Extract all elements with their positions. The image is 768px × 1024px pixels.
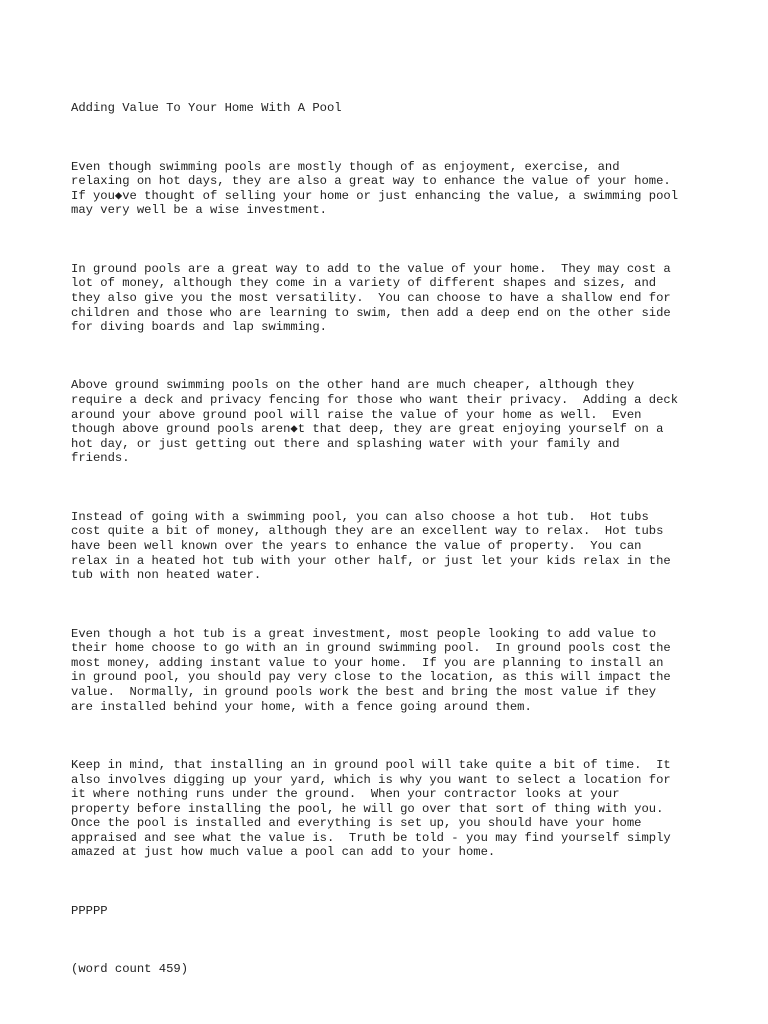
document-title: Adding Value To Your Home With A Pool	[71, 101, 342, 116]
word-count: (word count 459)	[71, 962, 189, 977]
paragraph-1: Even though swimming pools are mostly though of as enjoyment, exercise, and relaxing on hot days, they are also a great way to enhance the value of your home. If you◆ve thought of selling your home or just enhancing the value, a swimming pool may very well be a wise investment.	[71, 159, 679, 218]
paragraph-6: Keep in mind, that installing an in ground pool will take quite a bit of time. It also involves digging up your yard, which is why you want to select a location for it where nothing runs under the ground. When your contractor looks at your property before installing the pool, he will go over that sort of thing with you. Once the pool is installed and everything is set up, you should have your home appraised and see what the value is. Truth be told - you may find yourself simply amazed at just how much value a pool can add to your home.	[71, 757, 671, 860]
paragraph-4: Instead of going with a swimming pool, you can also choose a hot tub. Hot tubs cost quite a bit of money, although they are an excellent way to relax. Hot tubs have been well known over the years to enhance the value of property. You can relax in a heated hot tub with your other half, or just let your kids relax in the tub with non heated water.	[71, 509, 671, 583]
paragraph-5: Even though a hot tub is a great investment, most people looking to add value to their home choose to go with an in ground swimming pool. In ground pools cost the most money, adding instant value to your home. If you are planning to install an in ground pool, you should pay very close to the location, as this will impact the value. Normally, in ground pools work the best and bring the most value if they are installed behind your home, with a fence going around them.	[71, 626, 671, 714]
separator-text: PPPPP	[71, 903, 108, 918]
paragraph-3: Above ground swimming pools on the other hand are much cheaper, although they require a deck and privacy fencing for those who want their privacy. Adding a deck around your above ground pool will raise the value of your home as well. Even though above ground pools aren◆t that deep, they are great enjoying yourself on a hot day, or just getting out there and splashing water with your family and friends.	[71, 378, 679, 466]
document-body	[71, 72, 711, 1021]
paragraph-2: In ground pools are a great way to add to the value of your home. They may cost a lot of money, although they come in a variety of different shapes and sizes, and they also give you the most versatility. You can choose to have a shallow end for children and those who are learning to swim, then add a deep end on the other side for diving boards and lap swimming.	[71, 261, 671, 335]
